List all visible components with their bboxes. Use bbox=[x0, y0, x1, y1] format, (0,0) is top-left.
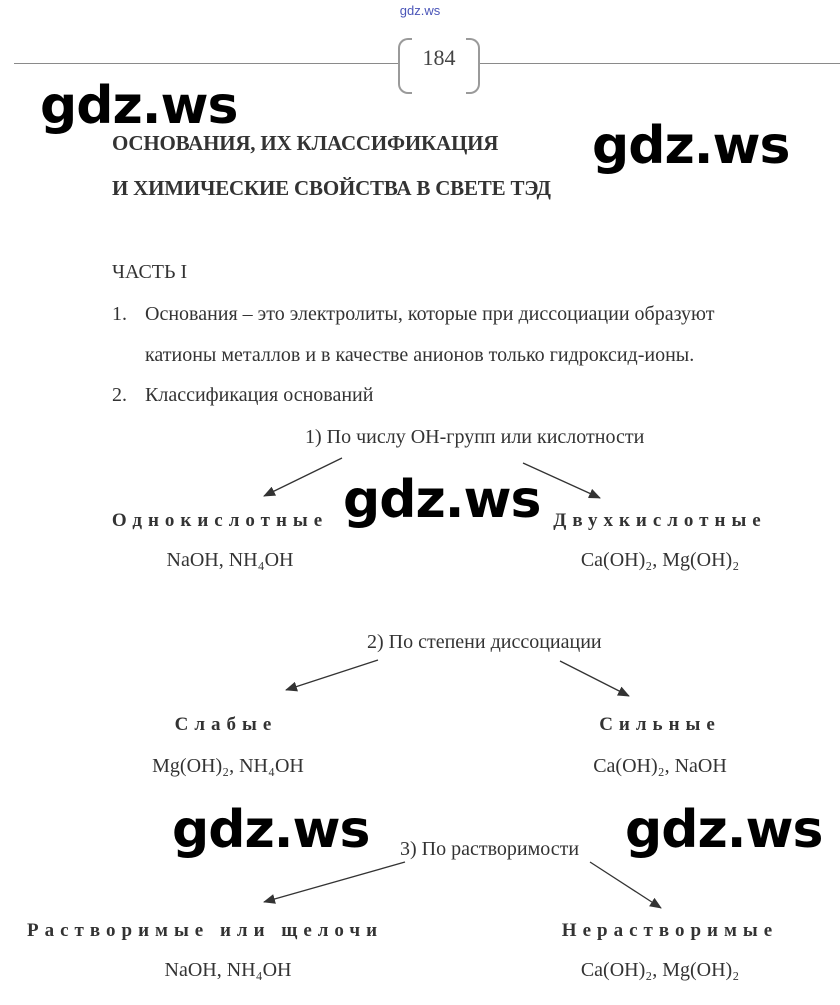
arrow-2-left bbox=[286, 660, 378, 690]
classification-3-right-label: Нерастворимые bbox=[561, 920, 779, 941]
watermark-3: gdz.ws bbox=[343, 470, 541, 530]
page-title-line-2: И ХИМИЧЕСКИЕ СВОЙСТВА В СВЕТЕ ТЭД bbox=[112, 176, 551, 200]
site-header-link[interactable]: gdz.ws bbox=[399, 3, 441, 18]
page-title-line-1: ОСНОВАНИЯ, ИХ КЛАССИФИКАЦИЯ bbox=[112, 131, 499, 155]
classification-1-right-formula: Ca(OH)₂, Mg(OH)₂ bbox=[580, 549, 740, 571]
arrow-2-right bbox=[560, 661, 629, 696]
watermark-2: gdz.ws bbox=[592, 116, 790, 176]
classification-2-right-formula: Ca(OH)₂, NaOH bbox=[593, 755, 727, 777]
classification-3-right-formula: Ca(OH)₂, Mg(OH)₂ bbox=[580, 959, 740, 981]
classification-2-left-label: Слабые bbox=[174, 714, 278, 735]
classification-2-right-label: Сильные bbox=[599, 714, 721, 735]
classification-2-heading: 2) По степени диссоциации bbox=[367, 631, 602, 653]
item-1-number: 1. bbox=[112, 303, 127, 325]
arrow-1-left bbox=[264, 458, 342, 496]
watermark-5: gdz.ws bbox=[625, 800, 823, 860]
classification-1-left-label: Однокислотные bbox=[111, 510, 329, 531]
arrow-3-left bbox=[264, 862, 405, 902]
classification-1-left-formula: NaOH, NH₄OH bbox=[166, 549, 294, 571]
watermark-1: gdz.ws bbox=[40, 76, 238, 136]
part-label: ЧАСТЬ I bbox=[112, 261, 188, 283]
watermark-4: gdz.ws bbox=[172, 800, 370, 860]
classification-1-right-label: Двухкислотные bbox=[553, 510, 767, 531]
arrow-3-right bbox=[590, 862, 661, 908]
item-2-number: 2. bbox=[112, 384, 127, 406]
item-1-text-line-1: Основания – это электролиты, которые при диссоциации образуют bbox=[145, 303, 715, 325]
item-2-text: Классификация оснований bbox=[145, 384, 374, 406]
classification-3-left-label: Растворимые или щелочи bbox=[27, 920, 384, 941]
classification-1-heading: 1) По числу ОН-групп или кислотности bbox=[305, 426, 645, 448]
classification-3-heading: 3) По растворимости bbox=[400, 838, 580, 860]
item-1-text-line-2: катионы металлов и в качестве анионов только гидроксид-ионы. bbox=[145, 344, 695, 366]
page-number: 184 bbox=[422, 45, 456, 70]
classification-3-left-formula: NaOH, NH₄OH bbox=[164, 959, 292, 981]
classification-2-left-formula: Mg(OH)₂, NH₄OH bbox=[152, 755, 304, 777]
